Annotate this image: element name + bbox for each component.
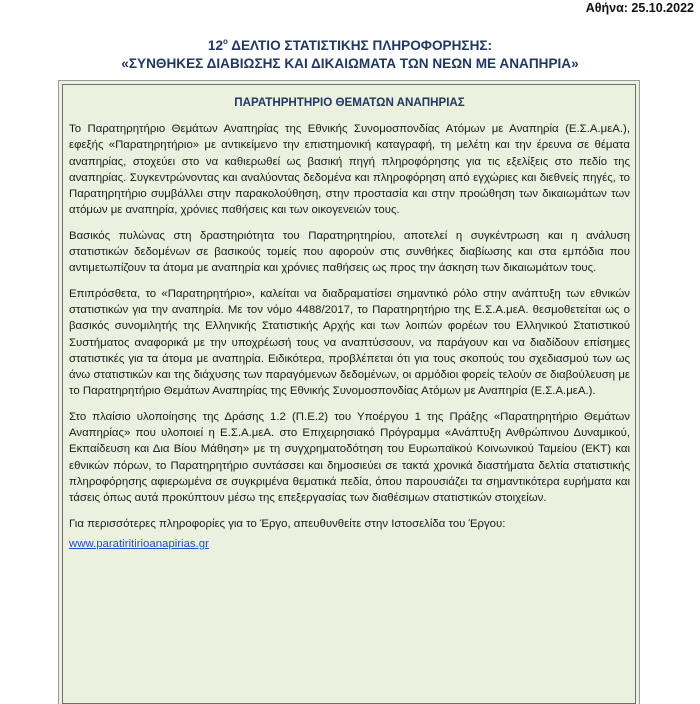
paragraph-pillar: Βασικός πυλώνας στη δραστηριότητα του Παρατηρητηρίου, αποτελεί η συγκέντρωση και η ανάλυση στατιστικών δεδομένων σε βασικούς τομείς που αφορούν στις συνθήκες διαβίωσης και στα εμπόδια που αντιμετωπίζουν τα άτομα με αναπηρία και χρόνιες παθήσεις ως προς την άσκηση των δικαιωμάτων τους. xyxy=(69,229,630,275)
paragraph-law: Επιπρόσθετα, το «Παρατηρητήριο», καλείται να διαδραματίσει σημαντικό ρόλο στην ανάπτυξη των εθνικών στατιστικών για την αναπηρία. Με τον νόμο 4488/2017, το Παρατηρητήριο της Ε.Σ.Α.μεΑ. θεσμοθετείται ως ο βασικός συνομιλητής της Ελληνικής Στατιστικής Αρχής και των λοιπών φορέων του Ελληνικού Στατιστικού Συστήματος αναφορικά με την υποχρέωσή τους να αναπτύσσουν, να παράγουν και να διαδίδουν επίσημες στατιστικές για τα άτομα με αναπηρία. Ειδικότερα, προβλέπεται ότι για τους σκοπούς του σχεδιασμού των ως άνω στατιστικών και της διάχυσης των παραγόμενων δεδομένων, οι αρμόδιοι φορείς τελούν σε διαβούλευση με το Παρατηρητήριο Θεμάτων Αναπηρίας της Εθνικής Συνομοσπονδίας Ατόμων με Αναπηρία (Ε.Σ.Α.μεΑ.). xyxy=(69,287,630,398)
observatory-info-box xyxy=(62,84,636,704)
paragraph-more-info: Για περισσότερες πληροφορίες για το Έργο, απευθυνθείτε στην Ιστοσελίδα του Έργου: xyxy=(69,517,506,530)
document-date: Αθήνα: 25.10.2022 xyxy=(585,1,694,15)
paragraph-action: Στο πλαίσιο υλοποίησης της Δράσης 1.2 (Π.Ε.2) του Υποέργου 1 της Πράξης «Παρατηρητήριο Θεμάτων Αναπηρίας» που υλοποιεί η Ε.Σ.Α.μεΑ. στο Επιχειρησιακό Πρόγραμμα «Ανάπτυξη Ανθρώπινου Δυναμικού, Εκπαίδευση και Δια Βίου Μάθηση» με τη συγχρηματοδότηση του Ευρωπαϊκού Κοινωνικού Ταμείου (ΕΚΤ) και εθνικών πόρων, το Παρατηρητήριο συντάσσει και δημοσιεύει σε τακτά χρονικά διαστήματα δελτία στατιστικής πληροφόρησης αφιερωμένα σε συγκριμένα θεματικά πεδία, όπου παρουσιάζει τα σημαντικότερα ευρήματα και τάσεις όπως αυτά προκύπτουν μέσω της επεξεργασίας των διαθέσιμων στατιστικών στοιχείων. xyxy=(69,410,630,505)
paragraph-intro: Το Παρατηρητήριο Θεμάτων Αναπηρίας της Εθνικής Συνομοσπονδίας Ατόμων με Αναπηρία (Ε.Σ.Α.μεΑ.), εφεξής «Παρατηρητήριο» με αντικείμενο την επιστημονική καταγραφή, τη μελέτη και την έρευνα σε θέματα αναπηρίας, στοχεύει στο να καθιερωθεί ως βασική πηγή πληροφόρησης για τις εξελίξεις στο πεδίο της αναπηρίας. Συγκεντρώνοντας και αναλύοντας δεδομένα και πληροφόρηση από εγχώριες και διεθνείς πηγές, το Παρατηρητήριο συμβάλλει στην παρακολούθηση, στην προστασία και στην προώθηση των δικαιωμάτων των ατόμων με αναπηρία, χρόνιες παθήσεις και των οικογενειών τους. xyxy=(69,123,630,217)
title-line-2: «ΣΥΝΘΗΚΕΣ ΔΙΑΒΙΩΣΗΣ ΚΑΙ ΔΙΚΑΙΩΜΑΤΑ ΤΩΝ ΝΕΩΝ ΜΕ ΑΝΑΠΗΡΙΑ» xyxy=(121,56,579,71)
document-title xyxy=(0,33,700,73)
title-line-1: $12^o$ ΔΕΛΤΙΟ ΣΤΑΤΙΣΤΙΚΗΣ ΠΛΗΡΟΦΟΡΗΣΗΣ: xyxy=(207,37,493,53)
box-heading: ΠΑΡΑΤΗΡΗΤΗΡΙΟ ΘΕΜΑΤΩΝ ΑΝΑΠΗΡΙΑΣ xyxy=(234,96,465,109)
project-website-link[interactable]: www.paratiritirioanapirias.gr xyxy=(69,537,209,550)
